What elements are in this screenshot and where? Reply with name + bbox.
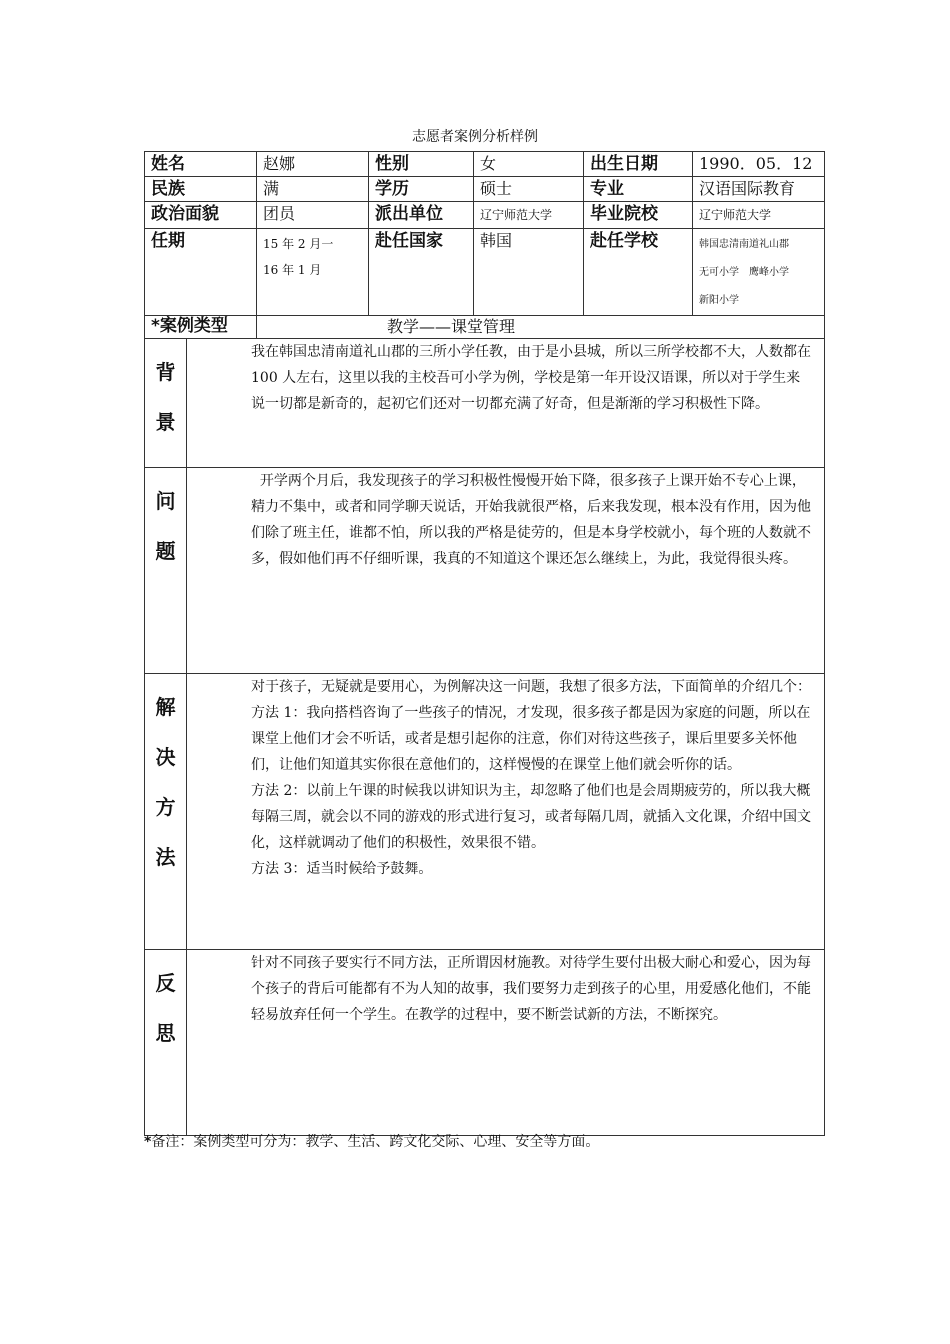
graduate-value: 辽宁师范大学 <box>693 202 825 229</box>
country-value: 韩国 <box>474 229 584 316</box>
row-term <box>145 229 825 316</box>
case-type-label: *案例类型 <box>145 316 257 339</box>
row-ethnicity <box>145 177 825 202</box>
problem-label: 问 题 <box>145 468 187 674</box>
background-label: 背 景 <box>145 339 187 468</box>
gender-label: 性别 <box>369 152 474 177</box>
dispatch-label: 派出单位 <box>369 202 474 229</box>
footnote-text: 备注：案例类型可分为：教学、生活、跨文化交际、心理、安全等方面。 <box>151 1134 600 1150</box>
political-label: 政治面貌 <box>145 202 257 229</box>
solution-text: 对于孩子，无疑就是要用心，为例解决这一问题，我想了很多方法，下面简单的介绍几个： 方法 1：我向搭档咨询了一些孩子的情况，才发现，很多孩子都是因为家庭的问题，所以在课堂上他们才会不听话，或者是想引起你的注意，你们对待这些孩子，课后里要多关怀他们，让他们知道其实你很在意他们的，这样慢慢的在课堂上他们就会听你的话。 方法 2：以前上午课的时候我以讲知识为主，却忽略了他们也是会周期疲劳的，所以我大概每隔三周，就会以不同的游戏的形式进行复习，或者每隔几周，就插入文化课，介绍中国文化，这样就调动了他们的积极性，效果很不错。 方法 3：适当时候给予鼓舞。 <box>187 674 825 950</box>
graduate-label: 毕业院校 <box>584 202 693 229</box>
reflection-label: 反 思 <box>145 950 187 1136</box>
dispatch-value: 辽宁师范大学 <box>474 202 584 229</box>
footnote <box>144 1131 599 1151</box>
term-value <box>257 229 369 316</box>
section-background <box>145 339 825 468</box>
term-value-line-1: 15 年 2 月一 <box>263 237 334 251</box>
education-label: 学历 <box>369 177 474 202</box>
education-value: 硕士 <box>474 177 584 202</box>
row-name <box>145 152 825 177</box>
major-label: 专业 <box>584 177 693 202</box>
document-title: 志愿者案例分析样例 <box>412 129 538 145</box>
section-reflection <box>145 950 825 1136</box>
term-value-line-2: 16 年 1 月 <box>263 263 322 277</box>
political-value: 团员 <box>257 202 369 229</box>
problem-text: 开学两个月后，我发现孩子的学习积极性慢慢开始下降，很多孩子上课开始不专心上课，精力不集中，或者和同学聊天说话，开始我就很严格，后来我发现，根本没有作用，因为他们除了班主任，谁都不怕，所以我的严格是徒劳的，但是本身学校就小，每个班的人数就不多，假如他们再不仔细听课，我真的不知道这个课还怎么继续上，为此，我觉得很头疼。 <box>187 468 825 674</box>
ethnicity-label: 民族 <box>145 177 257 202</box>
section-solution <box>145 674 825 950</box>
reflection-text: 针对不同孩子要实行不同方法，正所谓因材施教。对待学生要付出极大耐心和爱心，因为每个孩子的背后可能都有不为人知的故事，我们要努力走到孩子的心里，用爱感化他们，不能轻易放弃任何一个学生。在教学的过程中，要不断尝试新的方法，不断探究。 <box>187 950 825 1136</box>
solution-label: 解 决 方 法 <box>145 674 187 950</box>
case-analysis-form <box>144 151 825 1136</box>
row-case-type <box>145 316 825 339</box>
school-value-line-3: 新阳小学 <box>699 295 739 306</box>
term-label: 任期 <box>145 229 257 316</box>
name-label: 姓名 <box>145 152 257 177</box>
school-value-line-1: 韩国忠清南道礼山郡 <box>699 239 789 250</box>
ethnicity-value: 满 <box>257 177 369 202</box>
background-text: 我在韩国忠清南道礼山郡的三所小学任教，由于是小县城，所以三所学校都不大，人数都在 100 人左右，这里以我的主校吾可小学为例，学校是第一年开设汉语课，所以对于学生来说一切都是新奇的，起初它们还对一切都充满了好奇，但是渐渐的学习积极性下降。 <box>187 339 825 468</box>
school-value-line-2: 无可小学 鹰峰小学 <box>699 267 789 278</box>
case-type-value: 教学——课堂管理 <box>257 316 825 339</box>
row-political <box>145 202 825 229</box>
gender-value: 女 <box>474 152 584 177</box>
school-value <box>693 229 825 316</box>
birth-value: 1990．05．12 <box>693 152 825 177</box>
name-value: 赵娜 <box>257 152 369 177</box>
country-label: 赴任国家 <box>369 229 474 316</box>
school-label: 赴任学校 <box>584 229 693 316</box>
section-problem <box>145 468 825 674</box>
birth-label: 出生日期 <box>584 152 693 177</box>
footnote-star: * <box>144 1134 152 1150</box>
major-value: 汉语国际教育 <box>693 177 825 202</box>
